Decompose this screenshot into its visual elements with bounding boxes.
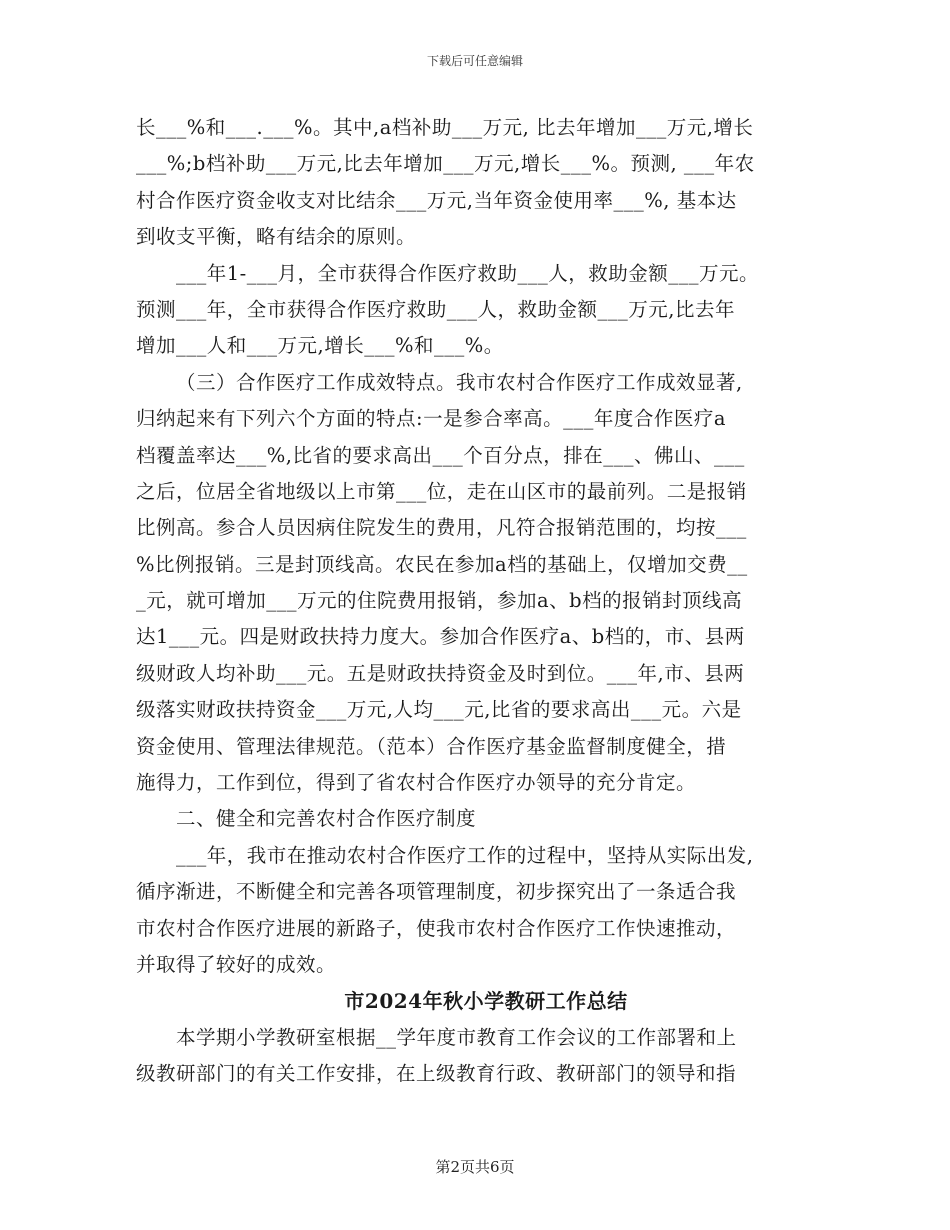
document-title: 市2024年秋小学教研工作总结 xyxy=(344,989,628,1014)
page-footer: 第2页共6页 xyxy=(435,1158,515,1176)
paragraph-line: 级教研部门的有关工作安排，在上级教育行政、教研部门的领导和指 xyxy=(136,1062,737,1086)
paragraph-line: 并取得了较好的成效。 xyxy=(136,952,337,976)
paragraph-line: 循序渐进，不断健全和完善各项管理制度，初步探究出了一条适合我 xyxy=(136,880,737,904)
paragraph-line: 档覆盖率达___%,比省的要求高出___个百分点，排在___、佛山、___ xyxy=(136,443,745,467)
paragraph-line: 市农村合作医疗进展的新路子，使我市农村合作医疗工作快速推动， xyxy=(136,916,737,940)
paragraph-line: ___年1-___月，全市获得合作医疗救助___人，救助金额___万元。 xyxy=(176,261,759,285)
paragraph-line: ___年，我市在推动农村合作医疗工作的过程中，坚持从实际出发, xyxy=(176,843,754,867)
paragraph-line: 增加___人和___万元,增长___%和___%。 xyxy=(136,334,504,358)
paragraph-line: 施得力，工作到位，得到了省农村合作医疗办领导的充分肯定。 xyxy=(136,771,697,795)
paragraph-line: 比例高。参合人员因病住院发生的费用，凡符合报销范围的，均按___ xyxy=(136,516,747,540)
paragraph-line: 归纳起来有下列六个方面的特点:一是参合率高。___年度合作医疗a xyxy=(136,407,726,431)
document-body xyxy=(136,110,816,1093)
paragraph-line: （三）合作医疗工作成效特点。我市农村合作医疗工作成效显著, xyxy=(176,370,743,394)
paragraph-line: 本学期小学教研室根据__学年度市教育工作会议的工作部署和上 xyxy=(176,1025,737,1049)
paragraph-line: _元，就可增加___万元的住院费用报销，参加a、b档的报销封顶线高 xyxy=(136,589,743,613)
paragraph-line: ___%;b档补助___万元,比去年增加___万元,增长___%。预测, ___年农 xyxy=(136,152,755,176)
paragraph-line: 级财政人均补助___元。五是财政扶持资金及时到位。___年,市、县两 xyxy=(136,661,745,685)
paragraph-line: 资金使用、管理法律规范。（范本）合作医疗基金监督制度健全，措 xyxy=(136,734,727,758)
paragraph-line: 长___%和___.___%。其中,a档补助___万元, 比去年增加___万元,增长 xyxy=(136,116,754,139)
paragraph-line: 到收支平衡，略有结余的原则。 xyxy=(136,225,417,249)
paragraph-line: 村合作医疗资金收支对比结余___万元,当年资金使用率___%, 基本达 xyxy=(136,188,737,212)
paragraph-line: 达1___元。四是财政扶持力度大。参加合作医疗a、b档的，市、县两 xyxy=(136,625,745,649)
paragraph-line: 级落实财政扶持资金___万元,人均___元,比省的要求高出___元。六是 xyxy=(136,698,742,722)
paragraph-line: 预测___年，全市获得合作医疗救助___人，救助金额___万元,比去年 xyxy=(136,297,735,321)
paragraph-line: %比例报销。三是封顶线高。农民在参加a档的基础上，仅增加交费__ xyxy=(136,552,748,576)
page-header: 下载后可任意编辑 xyxy=(426,54,523,68)
paragraph-line: 之后，位居全省地级以上市第___位，走在山区市的最前列。二是报销 xyxy=(136,479,747,503)
section-heading: 二、健全和完善农村合作医疗制度 xyxy=(176,807,477,831)
